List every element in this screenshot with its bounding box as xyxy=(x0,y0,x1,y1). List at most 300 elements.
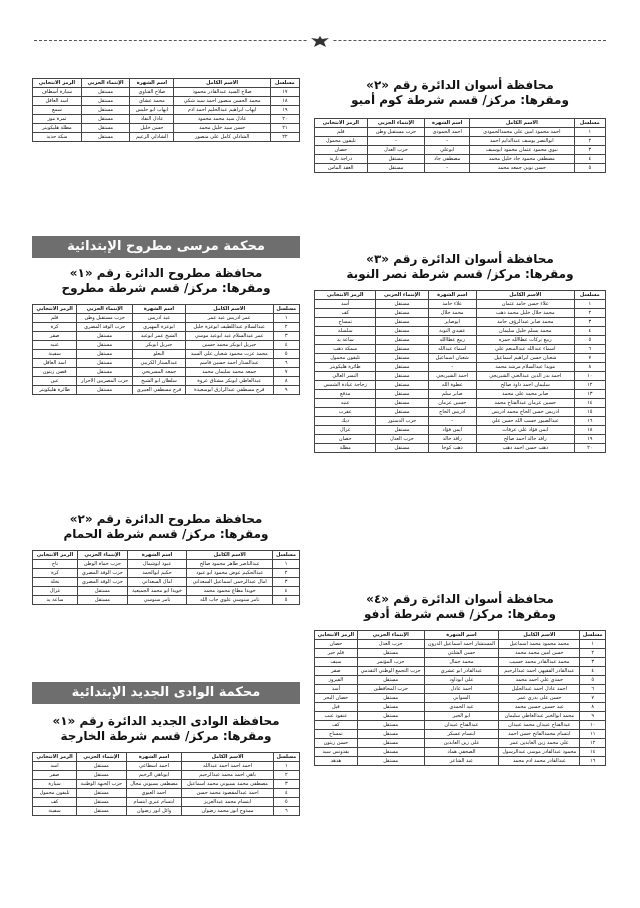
column-header: مسلسل xyxy=(273,753,299,762)
table-cell: ابتسام محمد عبدالعزيز xyxy=(182,798,273,807)
table-cell: سلسلة xyxy=(315,327,376,336)
table-cell: ٢ xyxy=(273,569,300,578)
table-cell: عيد الحمدي xyxy=(424,703,498,712)
table-cell: حسن على بدري عمر xyxy=(499,694,580,703)
block-subtitle: ومقرها: مركز/ قسم شرطة مطروح xyxy=(61,281,271,295)
table-cell: محمد جلال xyxy=(428,309,476,318)
column-header: مسلسل xyxy=(574,119,605,128)
table-cell: عقيدي النوبة xyxy=(428,327,476,336)
table-cell: دهب حسن احمد دهب xyxy=(476,444,574,453)
table-cell: ٤ xyxy=(580,667,606,676)
table-cell: ٥ xyxy=(273,350,299,359)
table-cell: حسن نوبي جمعه محمد xyxy=(470,164,574,173)
table-cell: مستقل xyxy=(357,712,424,721)
table-row xyxy=(33,771,300,780)
table-cell: عادل سيد محمد محمود xyxy=(174,115,270,124)
table-row xyxy=(33,596,300,605)
table-cell: السوابي xyxy=(424,694,498,703)
table-cell: مستقل xyxy=(367,164,425,173)
table-cell: قلم حبر xyxy=(315,649,358,658)
table-cell: مستقل xyxy=(77,587,127,596)
table-cell: عيد حسين حسين محمد xyxy=(499,703,580,712)
table-row xyxy=(33,332,300,341)
table-cell: حزب المؤتمر xyxy=(357,658,424,667)
table-cell: سفينة xyxy=(33,350,77,359)
table-row xyxy=(33,789,300,798)
table-row xyxy=(315,658,606,667)
table-cell: البعلو xyxy=(133,350,186,359)
table-cell: صلاح السيد عبدالقادر محمود xyxy=(174,88,270,97)
table-cell: ٢ xyxy=(574,137,605,146)
table-cell: مستقل xyxy=(376,336,428,345)
table-cell: حسن خليل xyxy=(130,124,174,133)
table-cell: عبد الشاعر xyxy=(424,757,498,766)
table-cell: ٣ xyxy=(273,332,299,341)
table-cell: ٧ xyxy=(273,368,299,377)
table-cell: ابو الخير xyxy=(424,712,498,721)
table-cell: غزال xyxy=(33,587,78,596)
block-title: محافظة أسوان الدائرة رقم «٤» xyxy=(366,592,554,606)
table-cell: كف xyxy=(315,721,358,730)
table-cell: الشيخ عمر ابوعيد xyxy=(133,332,186,341)
table-cell: كرة xyxy=(33,569,78,578)
table-cell: مستقل xyxy=(77,359,133,368)
table-cell: عنبه xyxy=(315,399,376,408)
table-cell: ٨ xyxy=(273,377,299,386)
table-body xyxy=(33,762,300,816)
table-cell: ٢ xyxy=(273,771,299,780)
table-cell: مستقل xyxy=(81,115,129,124)
column-header: الإنتماء الحزبي xyxy=(77,551,127,560)
table-cell: كف xyxy=(33,798,77,807)
table-cell: مستقل xyxy=(376,345,428,354)
table-cell: ٣ xyxy=(580,658,606,667)
table-cell: - xyxy=(428,363,476,372)
table-cell: ٢ xyxy=(574,309,605,318)
table-cell: ٧ xyxy=(574,354,605,363)
table-cell: - xyxy=(425,137,470,146)
table-row xyxy=(315,318,606,327)
table-cell: الصحفي هماد xyxy=(424,748,498,757)
table-cell: اسد العاقل xyxy=(33,97,82,106)
block-subtitle: ومقرها: مركز/ قسم شرطة نصر النوبة xyxy=(346,267,574,281)
table-cell: عادل النقاد xyxy=(130,115,174,124)
table-cell: دراجة نارية xyxy=(315,155,368,164)
table-cell: مستقل xyxy=(77,341,133,350)
table-cell: حزب العدل xyxy=(357,640,424,649)
table-row xyxy=(33,780,300,789)
table-cell: محمد جمال xyxy=(424,658,498,667)
table-cell: مستقل xyxy=(376,363,428,372)
table-cell: ٢٠ xyxy=(574,444,605,453)
table-cell: ١ xyxy=(574,300,605,309)
table-row xyxy=(315,426,606,435)
table-cell: مستقل xyxy=(77,789,126,798)
column-header: مسلسل xyxy=(580,631,606,640)
table-cell: صابر سلم xyxy=(428,390,476,399)
table-cell: مستقل xyxy=(376,390,428,399)
table-cell: عبدالصبور حسب الله حسن علي xyxy=(476,417,574,426)
block-subtitle: ومقرها: مركز/ قسم شرطة أدفو xyxy=(363,607,557,621)
table-cell: تمساح xyxy=(315,730,358,739)
table-cell: عبدالستار الكريبي xyxy=(133,359,186,368)
table-cell: سمكة ذهب xyxy=(315,345,376,354)
block-title: محافظة أسوان الدائرة رقم «٢» xyxy=(366,78,554,92)
table-cell: سفينة xyxy=(33,807,77,816)
table-cell: مدفع xyxy=(315,390,376,399)
table-cell: ساعة يد xyxy=(33,596,78,605)
column-header: الرمز الانتخابي xyxy=(315,631,358,640)
table-cell: حزب العدل xyxy=(367,146,425,155)
table-cell: ٢١ xyxy=(270,124,299,133)
table-cell: سمع xyxy=(33,106,82,115)
table-cell: ابتسام عبري ابتسام xyxy=(126,798,182,807)
table-header-row xyxy=(315,119,606,128)
block-subtitle: ومقرها: مركز/ قسم شرطة الحمام xyxy=(63,527,269,541)
table-cell: شعبان حسن ابراهيم اسماعيل xyxy=(476,354,574,363)
table-row xyxy=(33,97,300,106)
table-cell: عبدالناصر طاهر محمود صالح xyxy=(187,560,273,569)
table-cell: مظلة xyxy=(315,444,376,453)
table-cell: ١٠ xyxy=(574,372,605,381)
table-cell: عنقود عنب xyxy=(315,712,358,721)
table-cell: ٩ xyxy=(580,712,606,721)
table-cell: مستقل xyxy=(376,354,428,363)
table-cell: اسماء عبدالله عبدالمنعم علي xyxy=(476,345,574,354)
column-header: الرمز الانتخابي xyxy=(33,79,82,88)
table-row xyxy=(315,399,606,408)
table-row xyxy=(33,106,300,115)
table-cell: ١٠ xyxy=(580,721,606,730)
table-cell: كف xyxy=(315,309,376,318)
table-row xyxy=(315,712,606,721)
table-cell: عقرب xyxy=(315,408,376,417)
table-row xyxy=(315,444,606,453)
table-cell: فيل xyxy=(315,703,358,712)
table-row xyxy=(33,377,300,386)
table-cell: محمد يسلم خليل سليمان xyxy=(476,327,574,336)
column-header: الرمز الانتخابي xyxy=(33,753,77,762)
table-cell: ٤ xyxy=(273,587,300,596)
table-row xyxy=(315,137,606,146)
table-cell: مستقل xyxy=(376,381,428,390)
table-cell: ٧ xyxy=(580,694,606,703)
table-cell: صابر محمد على محمد xyxy=(476,390,574,399)
table-cell: ٥ xyxy=(273,596,300,605)
table-cell: محمود عبدالقادر موسى عبدالرسول xyxy=(499,748,580,757)
table-cell: محمد عزت محمود شعبان على السيد xyxy=(185,350,273,359)
candidates-table xyxy=(32,304,300,395)
table-cell: أسد xyxy=(315,300,376,309)
candidates-table xyxy=(314,630,606,766)
table-cell: مستقل xyxy=(376,309,428,318)
table-row xyxy=(315,146,606,155)
table-row xyxy=(315,327,606,336)
table-header-row xyxy=(33,305,300,314)
column-header: اسم الشهرة xyxy=(126,753,182,762)
table-cell: سيارة أسطاف xyxy=(33,88,82,97)
table-row xyxy=(315,685,606,694)
table-cell: اسد العاقل xyxy=(33,359,77,368)
table-row xyxy=(33,133,300,142)
district-block-aswan-4-continued xyxy=(32,78,300,142)
table-cell: زجاجة عبادة الشمس xyxy=(315,381,376,390)
table-row xyxy=(33,323,300,332)
table-cell: ابتسام محمدالفاتح حسن احمد xyxy=(499,730,580,739)
table-cell: مستقل xyxy=(376,372,428,381)
table-row xyxy=(33,560,300,569)
table-cell: مستقل xyxy=(77,807,126,816)
table-cell: مستقل xyxy=(77,386,133,395)
table-cell: ربيع بركات عطاالله حمزه xyxy=(476,336,574,345)
table-row xyxy=(315,309,606,318)
table-row xyxy=(315,354,606,363)
table-cell: حزب الوفد المصري xyxy=(77,569,127,578)
table-cell: حزب مستقبل وطن xyxy=(77,314,133,323)
table-cell: ٤ xyxy=(574,155,605,164)
table-cell: حزب حماة الوطن xyxy=(77,560,127,569)
table-cell: تليفون محمول xyxy=(315,354,376,363)
table-cell: ابوعلي xyxy=(425,146,470,155)
table-cell: ايمن فؤاد xyxy=(428,426,476,435)
table-cell: ابوباهي الرحيم xyxy=(126,771,182,780)
table-cell: احمد اسطاعي xyxy=(126,762,182,771)
table-cell: حسين عزمان xyxy=(428,399,476,408)
block-title: محافظة مطروح الدائرة رقم «٢» xyxy=(69,512,263,526)
table-row xyxy=(33,115,300,124)
table-row xyxy=(315,417,606,426)
table-cell: مستقل xyxy=(357,748,424,757)
table-cell: ابوصابر xyxy=(428,318,476,327)
table-cell: جبريل ابوبكر محمد حسين xyxy=(185,341,273,350)
table-cell: سيف xyxy=(315,658,358,667)
table-cell: حسن امين محمد محمد xyxy=(499,649,580,658)
table-cell: عبدالقادر محمد ادم محمد xyxy=(499,757,580,766)
table-cell: عنبه xyxy=(33,341,77,350)
table-cell: طائرة هليكوبتر xyxy=(33,386,77,395)
table-cell: ايهاب ابو حليس xyxy=(130,106,174,115)
district-block-aswan-3 xyxy=(314,252,606,453)
table-row xyxy=(315,336,606,345)
table-cell: عيد ادريس xyxy=(133,314,186,323)
table-cell: أسد xyxy=(315,685,358,694)
table-cell: ١٢ xyxy=(580,739,606,748)
table-cell: مستقل xyxy=(376,426,428,435)
table-row xyxy=(33,569,300,578)
table-cell: عبدالعاطي ابوبكر مشتاق عروة xyxy=(185,377,273,386)
table-row xyxy=(315,164,606,173)
column-header: اسم الشهرة xyxy=(428,291,476,300)
table-cell: حزب المصريين الاحرار xyxy=(77,377,133,386)
table-cell: ١ xyxy=(273,314,299,323)
table-cell: عبدالستار احمد حسين قاسم xyxy=(185,359,273,368)
table-cell: ٢٢ xyxy=(270,133,299,142)
table-cell: ١ xyxy=(273,762,299,771)
table-cell: ٣ xyxy=(574,146,605,155)
table-cell: احمد الحمودى xyxy=(425,128,470,137)
table-row xyxy=(315,694,606,703)
column-header: مسلسل xyxy=(270,79,299,88)
column-header: اسم الشهرة xyxy=(425,119,470,128)
table-cell: ١٦ xyxy=(574,417,605,426)
table-row xyxy=(315,408,606,417)
table-row xyxy=(315,300,606,309)
candidates-table xyxy=(32,550,300,605)
table-cell: مستقل xyxy=(81,106,129,115)
table-cell: تليفون محمول xyxy=(33,789,77,798)
table-cell: على محمد زين العابدين عمر xyxy=(499,739,580,748)
table-cell: طائرة هليكوبتر xyxy=(315,363,376,372)
table-cell: قلم xyxy=(315,128,368,137)
column-header: الإنتماء الحزبي xyxy=(77,305,133,314)
table-cell: سكة حديد xyxy=(33,133,82,142)
table-cell: ايمن فؤاد على عرفات xyxy=(476,426,574,435)
table-row xyxy=(315,640,606,649)
table-cell: ٤ xyxy=(574,327,605,336)
table-cell: ١ xyxy=(273,560,300,569)
table-cell: صلاح القناوي xyxy=(130,88,174,97)
table-row xyxy=(33,368,300,377)
table-cell: ١٧ xyxy=(270,88,299,97)
table-cell: مصطفى بسيوني مجال xyxy=(126,780,182,789)
table-cell: ١ xyxy=(580,640,606,649)
table-cell: عمر ادريس عيد عمر xyxy=(185,314,273,323)
table-cell: مصطفى محمد بسيوني محمد اسماعيل xyxy=(182,780,273,789)
table-cell: مستقل xyxy=(77,332,133,341)
table-cell: سيارة xyxy=(33,780,77,789)
table-cell: مستقل xyxy=(357,739,424,748)
column-header: اسم الشهرة xyxy=(133,305,186,314)
column-header: الإنتماء الحزبي xyxy=(357,631,424,640)
district-block-aswan-4 xyxy=(314,592,606,766)
table-cell: ربيع عطاالله xyxy=(428,336,476,345)
table-row xyxy=(315,381,606,390)
table-cell: عبدالفتاح عبيدان محمد عبيدان xyxy=(499,721,580,730)
table-cell: ٥ xyxy=(273,798,299,807)
table-cell: محمد عبدالقادر محمد حسيب xyxy=(499,658,580,667)
column-header: مسلسل xyxy=(574,291,605,300)
table-cell: حزب العدل xyxy=(376,435,428,444)
table-cell: تامر سنوسي علوي جاب الله xyxy=(187,596,273,605)
eagle-emblem-icon xyxy=(308,34,332,50)
table-cell: مستقل xyxy=(376,399,428,408)
table-cell: جمعه محمد سليمان محمد xyxy=(185,368,273,377)
table-cell: تامر سنوسي xyxy=(127,596,186,605)
table-cell: فرج مسطفي العبيري xyxy=(133,386,186,395)
table-cell: الشاذلي كامل على منصور xyxy=(174,133,270,142)
table-cell: ١٩ xyxy=(574,435,605,444)
table-cell: محمد محمود محمد اسماعيل xyxy=(499,640,580,649)
table-cell: مستقل xyxy=(376,444,428,453)
table-cell: الفيروز xyxy=(315,676,358,685)
table-cell: عبدالقادر ابو عشري xyxy=(424,667,498,676)
table-cell: ١٥ xyxy=(574,408,605,417)
table-cell: - xyxy=(425,164,470,173)
table-cell: باهي احمد محمد عبدالرحيم xyxy=(182,771,273,780)
table-cell: ابوالنصر يوسف عبدالدايم احمد xyxy=(470,137,574,146)
table-cell: ديك xyxy=(315,417,376,426)
table-cell: مصطفى محمود جاد خليل محمد xyxy=(470,155,574,164)
table-cell: رافد خالد احمد صالح xyxy=(476,435,574,444)
candidates-table xyxy=(314,290,606,453)
table-cell: قصن زيتون xyxy=(33,368,77,377)
district-block-matrouh-1 xyxy=(32,266,300,395)
table-cell: عين xyxy=(33,377,77,386)
table-cell: مستقل xyxy=(77,596,127,605)
table-cell: ٨ xyxy=(580,703,606,712)
table-cell: جبريل ابوبكر xyxy=(133,341,186,350)
table-cell: دهب كوجا xyxy=(428,444,476,453)
table-cell: ٤ xyxy=(273,789,299,798)
table-cell: سلطان ابو الشيخ xyxy=(133,377,186,386)
table-cell: حزب المحافظين xyxy=(357,685,424,694)
block-title: محافظة الوادى الجديد الدائرة رقم «١» xyxy=(52,714,280,728)
table-cell: فرج مسطفي عبدالرازق ابوسعيدة xyxy=(185,386,273,395)
candidates-table xyxy=(314,118,606,173)
table-cell: عمر عبدالسلام عيد ابوعيد موسي xyxy=(185,332,273,341)
table-row xyxy=(315,363,606,372)
table-cell: كرة xyxy=(33,323,77,332)
table-row xyxy=(315,155,606,164)
table-cell: حسين عزمان عبدالفتاح محمد xyxy=(476,399,574,408)
column-header: مسلسل xyxy=(273,305,299,314)
table-cell: حزب التجمع الوطني التقدمي xyxy=(357,667,424,676)
column-header: الاسم الكامل xyxy=(182,753,273,762)
block-subtitle: ومقرها: مركز/ قسم شرطة الخارجة xyxy=(60,729,272,743)
table-row xyxy=(33,314,300,323)
candidates-table xyxy=(32,78,300,142)
table-row xyxy=(33,578,300,587)
table-row xyxy=(315,748,606,757)
table-cell: ١١ xyxy=(580,730,606,739)
table-cell: على ابوداود xyxy=(424,676,498,685)
table-row xyxy=(33,350,300,359)
table-cell: حزب الدستور xyxy=(376,417,428,426)
table-cell: ابوعزة المهيري xyxy=(133,323,186,332)
table-cell: ٣ xyxy=(273,578,300,587)
column-header: الإنتماء الحزبي xyxy=(77,753,126,762)
column-header: اسم الشهرة xyxy=(127,551,186,560)
table-cell: النسر العالي xyxy=(315,372,376,381)
table-cell: حصان البحر xyxy=(315,694,358,703)
table-cell: غزال xyxy=(315,426,376,435)
table-cell: شعبان اسماعيل xyxy=(428,354,476,363)
table-cell: سليمان احمد داود صالح xyxy=(476,381,574,390)
table-cell: عبدالقادر الفقيهي احمد عبدالرحيم xyxy=(499,667,580,676)
table-cell: ممدوح انور محمد رضوان xyxy=(182,807,273,816)
table-cell: حسن زيتون xyxy=(315,739,358,748)
table-row xyxy=(315,676,606,685)
table-cell: محمد الحسن منصور احمد سيد شكي xyxy=(174,97,270,106)
table-row xyxy=(315,667,606,676)
table-body xyxy=(33,314,300,395)
table-row xyxy=(315,703,606,712)
table-cell: مستقل xyxy=(77,762,126,771)
table-row xyxy=(33,386,300,395)
table-cell: امال السعداني xyxy=(127,578,186,587)
table-cell: - xyxy=(428,417,476,426)
table-cell: ٢٠ xyxy=(270,115,299,124)
table-cell: مستقل xyxy=(376,408,428,417)
table-row xyxy=(315,757,606,766)
table-header-row xyxy=(315,291,606,300)
table-cell: مويدا عبدالسلام مرشد محمد xyxy=(476,363,574,372)
table-cell: احمد عادل احمد عبدالجليل xyxy=(499,685,580,694)
table-cell: رافد خالد xyxy=(428,435,476,444)
table-cell: مستقل xyxy=(77,368,133,377)
table-cell: علاء حامد xyxy=(428,300,476,309)
table-row xyxy=(315,739,606,748)
